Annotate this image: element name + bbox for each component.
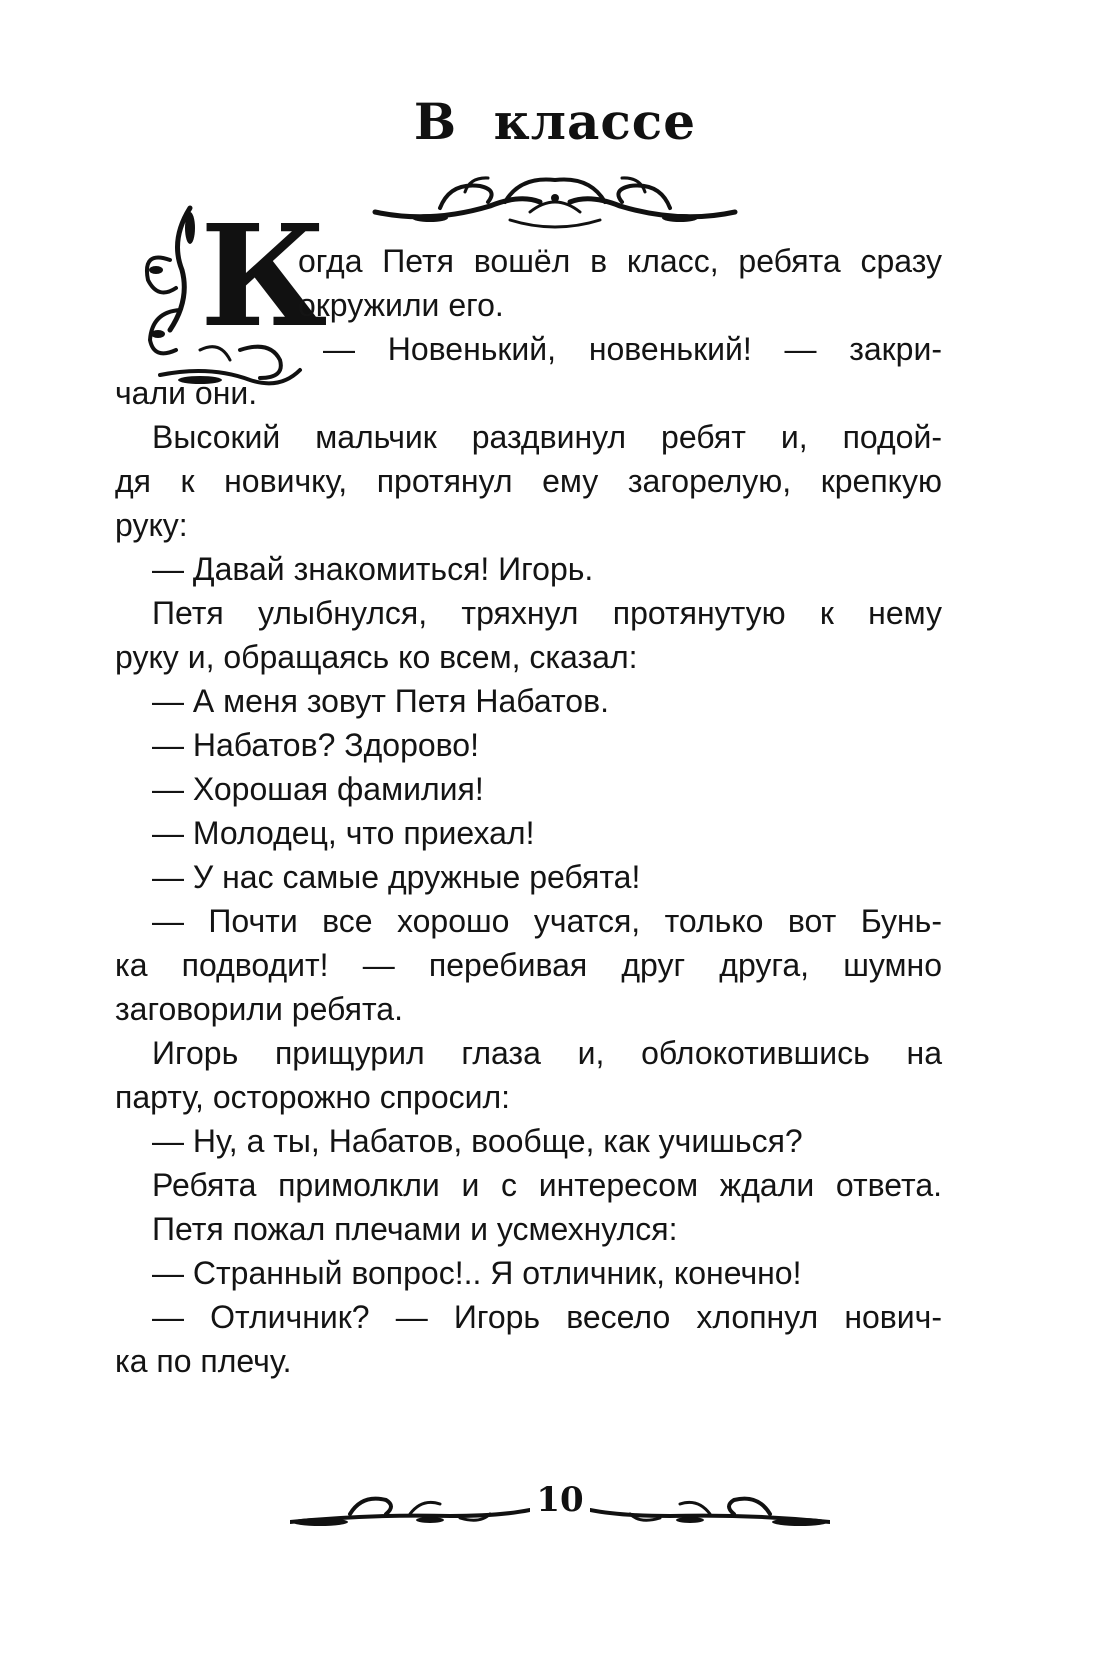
- text-line: — Набатов? Здорово!: [152, 727, 479, 763]
- text-line: — Новенький, новенький! — закри-: [323, 331, 942, 367]
- text-line: дя к новичку, протянул ему загорелую, крепкую: [115, 463, 942, 499]
- title-ornament: [370, 172, 740, 234]
- text-line: — Странный вопрос!.. Я отличник, конечно!: [152, 1255, 802, 1291]
- text-line: Петя пожал плечами и усмехнулся:: [152, 1211, 678, 1247]
- text-line: Высокий мальчик раздвинул ребят и, подой-: [152, 419, 942, 455]
- text-line: — А меня зовут Петя Набатов.: [152, 683, 609, 719]
- text-line: руку и, обращаясь ко всем, сказал:: [115, 639, 638, 675]
- text-line: — Почти все хорошо учатся, только вот Бунь-: [152, 903, 942, 939]
- text-line: огда Петя вошёл в класс, ребята сразу: [298, 243, 942, 279]
- chapter-title: В классе: [413, 92, 697, 151]
- footer-ornament-left: [290, 1484, 530, 1534]
- drop-cap-letter: К: [200, 195, 328, 359]
- text-line: окружили его.: [298, 287, 504, 323]
- text-line: — Давай знакомиться! Игорь.: [152, 551, 594, 587]
- text-line: заговорили ребята.: [115, 991, 403, 1027]
- text-line: — Молодец, что приехал!: [152, 815, 535, 851]
- text-line: Игорь прищурил глаза и, облокотившись на: [152, 1035, 942, 1071]
- text-line: Ребята примолкли и с интересом ждали ответа.: [152, 1167, 942, 1203]
- footer-ornament-right: [590, 1484, 830, 1534]
- text-line: ка подводит! — перебивая друг друга, шумно: [115, 947, 942, 983]
- text-line: чали они.: [115, 375, 258, 411]
- text-line: Петя улыбнулся, тряхнул протянутую к нему: [152, 595, 942, 631]
- text-line: — Отличник? — Игорь весело хлопнул нович-: [152, 1299, 942, 1335]
- text-line: парту, осторожно спросил:: [115, 1079, 511, 1115]
- page-number: 10: [536, 1480, 584, 1520]
- text-line: ка по плечу.: [115, 1343, 292, 1379]
- text-line: — У нас самые дружные ребята!: [152, 859, 641, 895]
- text-line: — Хорошая фамилия!: [152, 771, 484, 807]
- text-line: руку:: [115, 507, 188, 543]
- text-line: — Ну, а ты, Набатов, вообще, как учишься?: [152, 1123, 803, 1159]
